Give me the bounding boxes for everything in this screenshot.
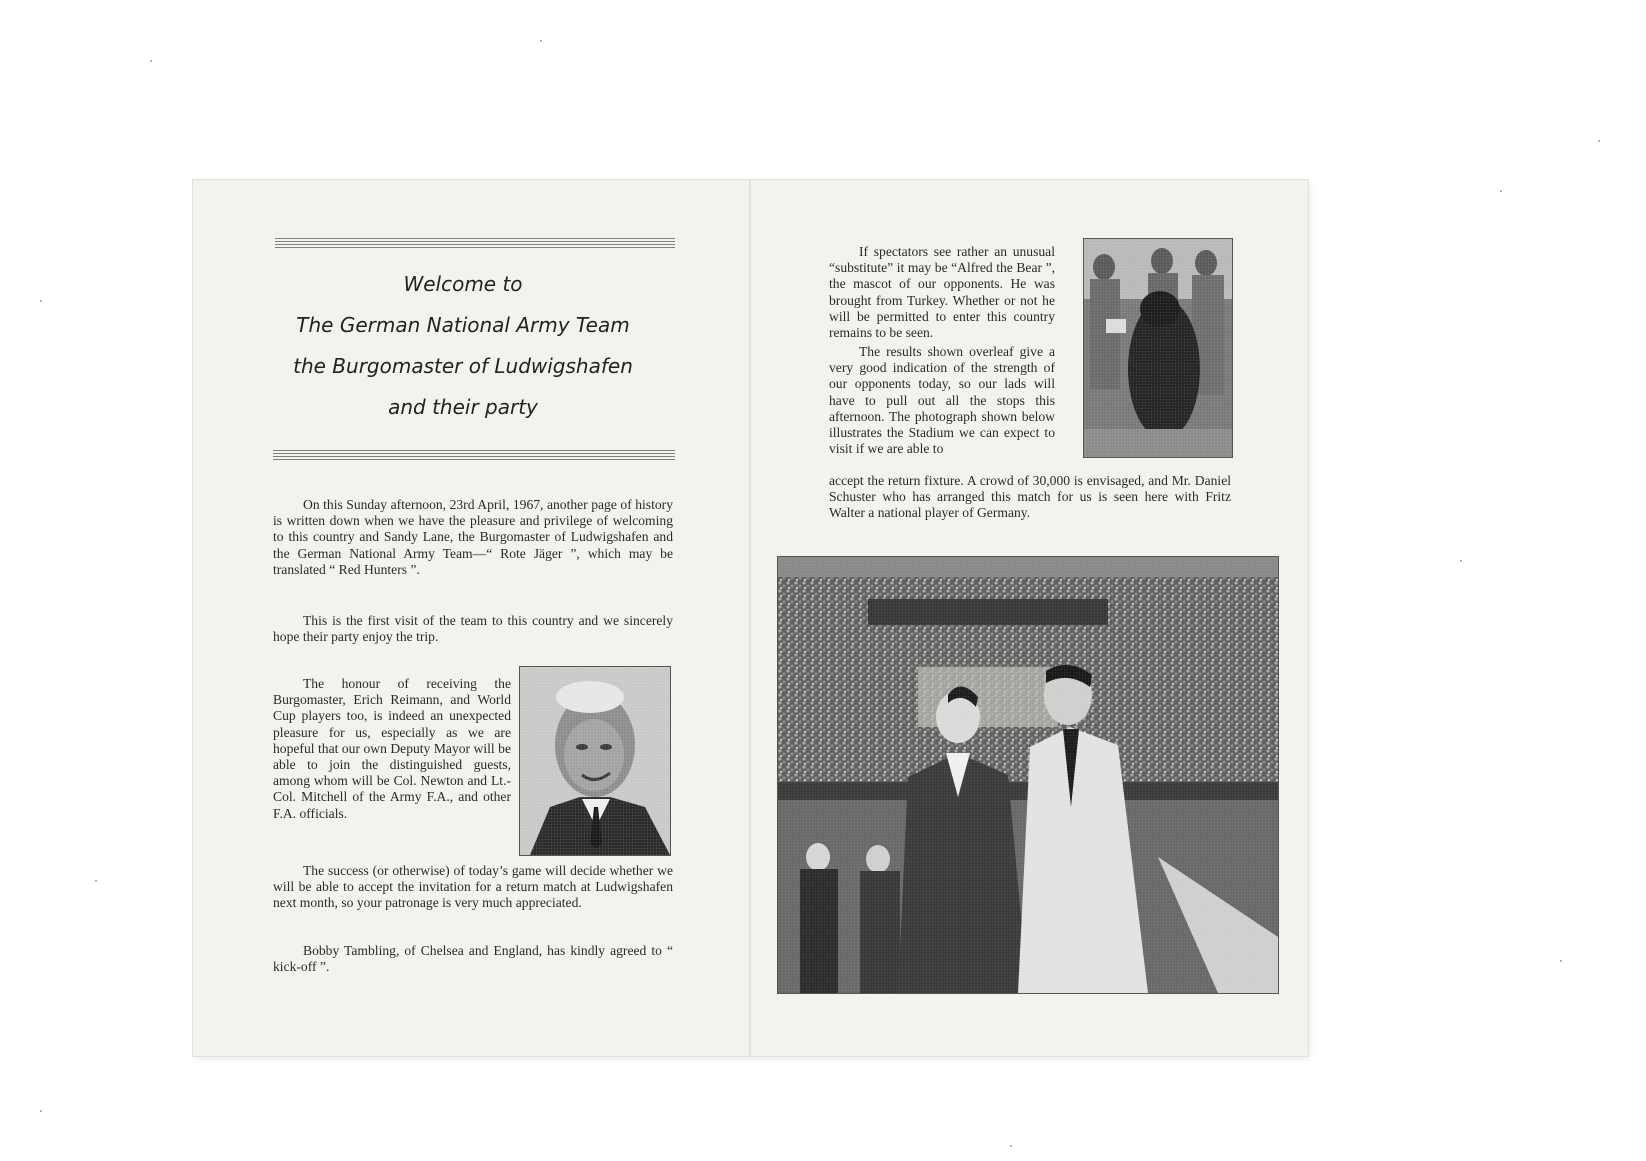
programme-sheet	[193, 180, 1308, 1056]
welcome-line-1: Welcome to	[403, 272, 523, 296]
center-fold	[749, 180, 751, 1056]
speck	[540, 40, 542, 42]
results-paragraph: The results shown overleaf give a very good indication of the strength of our opponents today, so our lads will have to pull out all the stops this afternoon. The photograph shown below illustrates the Stadium we can expect to visit if we are able to	[829, 344, 1055, 457]
speck	[40, 1110, 42, 1112]
welcome-heading	[263, 264, 663, 428]
welcome-line-3: the Burgomaster of Ludwigshafen	[293, 354, 633, 378]
bottom-ornamental-rule	[273, 450, 675, 462]
top-ornamental-rule	[275, 238, 675, 250]
speck	[1500, 190, 1502, 192]
speck	[150, 60, 152, 62]
speck	[1460, 560, 1462, 562]
first-visit-paragraph: This is the first visit of the team to this country and we sincerely hope their party enjoy the trip.	[273, 613, 673, 645]
intro-paragraph: On this Sunday afternoon, 23rd April, 1967, another page of history is written down when we have the pleasure and privilege of welcoming to this country and Sandy Lane, the Burgomaster of Ludwigshafen and the German National Army Team—“ Rote Jäger ”, which may be translated “ Red Hunters ”.	[273, 497, 673, 577]
bear-mascot-photo	[1083, 238, 1233, 458]
speck	[40, 300, 42, 302]
bear-paragraph: If spectators see rather an unusual “substitute” it may be “Alfred the Bear ”, the mascot of our opponents. He was brought from Turkey. Whether or not he will be permitted to enter this country remains to be seen.	[829, 244, 1055, 341]
results-paragraph-continued: accept the return fixture. A crowd of 30,000 is envisaged, and Mr. Daniel Schuster who has arranged this match for us is seen here with Fritz Walter a national player of Germany.	[829, 473, 1231, 521]
success-paragraph: The success (or otherwise) of today’s game will decide whether we will be able to accept the invitation for a return match at Ludwigshafen next month, so your patronage is very much appreciated.	[273, 863, 673, 911]
speck	[95, 880, 97, 882]
speck	[1010, 1145, 1012, 1147]
burgomaster-portrait-photo	[519, 666, 671, 856]
stadium-photo	[777, 556, 1279, 994]
kick-off-paragraph: Bobby Tambling, of Chelsea and England, has kindly agreed to “ kick-off ”.	[273, 943, 673, 975]
speck	[1598, 140, 1600, 142]
welcome-line-2: The German National Army Team	[296, 313, 630, 337]
speck	[1560, 960, 1562, 962]
welcome-line-4: and their party	[388, 395, 538, 419]
honour-paragraph: The honour of receiving the Burgomaster, Erich Reimann, and World Cup players too, is indeed an unexpected pleasure for us, especially as we are hopeful that our own Deputy Mayor will be able to join the distinguished guests, among whom will be Col. Newton and Lt.-Col. Mitchell of the Army F.A., and other F.A. officials.	[273, 676, 511, 821]
